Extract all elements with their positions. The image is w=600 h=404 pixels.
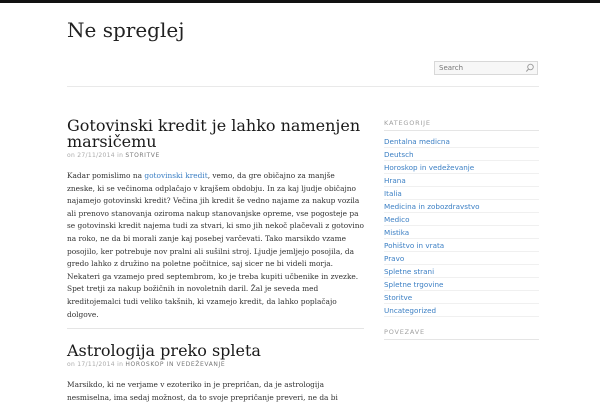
post-article <box>67 118 364 321</box>
category-link[interactable]: Pohištvo in vrata <box>384 239 539 252</box>
categories-widget-title: KATEGORIJE <box>384 119 539 131</box>
post-text: Kadar pomislimo na <box>67 171 145 180</box>
category-link[interactable]: Mistika <box>384 226 539 239</box>
category-link[interactable]: Spletne strani <box>384 265 539 278</box>
meta-in: in <box>117 152 124 159</box>
post-title[interactable] <box>67 118 364 150</box>
category-link[interactable]: Medicina in zobozdravstvo <box>384 200 539 213</box>
post-category-link[interactable]: HOROSKOP IN VEDEŽEVANJE <box>125 361 226 368</box>
search-box[interactable] <box>434 61 538 75</box>
category-link[interactable]: Dentalna medicna <box>384 135 539 148</box>
category-link[interactable]: Pravo <box>384 252 539 265</box>
links-widget-title: POVEZAVE <box>384 328 539 340</box>
post-title-line[interactable]: Gotovinski kredit je lahko namenjen <box>67 116 361 135</box>
post-article <box>67 343 364 404</box>
category-link[interactable]: Italia <box>384 187 539 200</box>
top-bar <box>0 0 600 3</box>
links-widget <box>384 328 539 344</box>
post-text: , vemo, da gre običajno za manjše zneske, ki se večinoma odplačajo v krajšem obdobju. In za kaj ljudje običajno najamejo gotovinski kredit? Večina jih kredit še vedno najame za nakup vozila ali prenovo stanovanja oziroma nakup stanovanjske opreme, vse pogosteje pa se gotovinski kredit najema tudi za stvari, ki smo jih nekoč plačevali z gotovino na roko, ne da bi morali zanje kaj posebej varčevati. Tako marsikdo vzame posojilo, ker potrebuje nov pralni ali sušilni stroj. Ljudje jemljejo posojila, da gredo lahko z družino na poletne počitnice, saj sicer ne bi videli morja. Nekateri ga vzamejo pred septembrom, ko je treba kupiti učbenike in zvezke. Spet tretji za nakup božičnih in novoletnih daril. Žal je seveda med kreditojemalci tudi veliko takšnih, ki vzamejo kredit, da lahko poplačajo dolgove. <box>67 171 364 319</box>
category-link[interactable]: Deutsch <box>384 148 539 161</box>
search-icon[interactable] <box>525 63 535 73</box>
category-link[interactable]: Medico <box>384 213 539 226</box>
post-body: Marsikdo, ki ne verjame v ezoteriko in je prepričan, da je astrologija nesmiselna, ima sedaj možnost, da to svoje prepričanje preveri, ne da bi <box>67 380 338 402</box>
post-body <box>67 170 364 321</box>
post-title[interactable]: Astrologija preko spleta <box>67 341 261 360</box>
post-date: 17/11/2014 <box>77 361 115 368</box>
meta-on: on <box>67 152 76 159</box>
category-link[interactable]: Hrana <box>384 174 539 187</box>
post-category-link[interactable]: STORITVE <box>125 152 160 159</box>
category-link[interactable]: Spletne trgovine <box>384 278 539 291</box>
post-inline-link[interactable]: gotovinski kredit <box>144 171 208 180</box>
categories-list <box>384 135 539 317</box>
post-title-line[interactable]: marsičemu <box>67 132 157 151</box>
meta-on: on <box>67 361 76 368</box>
post-date: 27/11/2014 <box>77 152 115 159</box>
site-title[interactable]: Ne spreglej <box>67 18 185 42</box>
sidebar <box>384 119 539 317</box>
post-meta <box>67 361 364 368</box>
post-meta <box>67 152 364 159</box>
header-divider <box>67 86 539 87</box>
category-link[interactable]: Uncategorized <box>384 304 539 317</box>
search-input[interactable] <box>439 62 523 74</box>
category-link[interactable]: Storitve <box>384 291 539 304</box>
meta-in: in <box>117 361 124 368</box>
post-divider <box>67 328 364 329</box>
category-link[interactable]: Horoskop in vedeževanje <box>384 161 539 174</box>
